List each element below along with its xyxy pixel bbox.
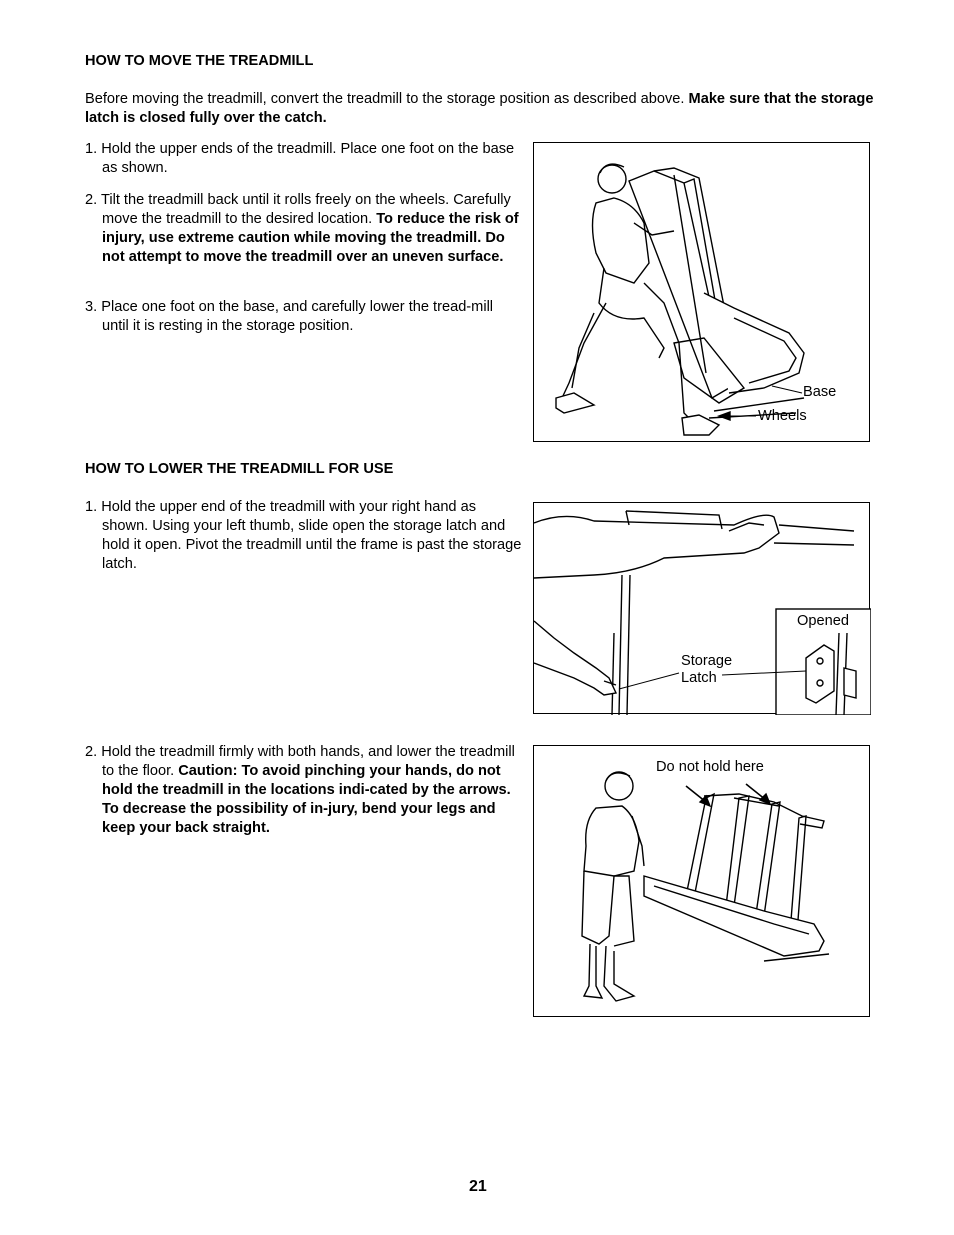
lower-step-1-text: 1. Hold the upper end of the treadmill with your right hand as shown. Using your left thumb, slide open the storage latch and hold it open. Pivot the treadmill until the frame is past the storage latch. (85, 499, 522, 572)
label-do-not-hold-here: Do not hold here (656, 759, 764, 775)
section-heading-move: HOW TO MOVE THE TREADMILL (85, 53, 314, 69)
lower-step-1 (85, 498, 522, 574)
lower-step-2-text: 2. Hold the treadmill firmly with both hands, and lower the treadmill to the floor. (85, 744, 515, 779)
lower-step-2 (85, 743, 522, 838)
move-step-2-text: 2. Tilt the treadmill back until it rolls freely on the wheels. Carefully move the treadmill to the desired location. (85, 192, 511, 227)
label-base: Base (803, 384, 837, 400)
move-step-1-text: 1. Hold the upper ends of the treadmill. Place one foot on the base as shown. (85, 141, 515, 176)
move-step-2-caution: To reduce the risk of injury, use extreme caution while moving the treadmill. Do not attempt to move the treadmill over an uneven surface. (102, 211, 519, 265)
intro-text: Before moving the treadmill, convert the treadmill to the storage position as described above. (85, 91, 689, 107)
move-step-1 (85, 140, 522, 178)
intro-bold-text: Make sure that the storage latch is closed fully over the catch. (85, 91, 874, 126)
label-wheels: Wheels (758, 408, 807, 424)
lowering-treadmill-illustration (534, 746, 871, 1018)
figure-lowering-treadmill (533, 745, 870, 1017)
section-heading-lower: HOW TO LOWER THE TREADMILL FOR USE (85, 461, 394, 477)
label-opened: Opened (797, 613, 849, 629)
lower-step-2-caution: Caution: To avoid pinching your hands, do not hold the treadmill in the locations indi-cated by the arrows. To decrease the possibility of in-jury, bend your legs and keep your back straight. (102, 763, 511, 836)
move-step-2 (85, 191, 522, 267)
page-number: 21 (469, 1178, 487, 1195)
figure-moving-treadmill (533, 142, 870, 442)
move-step-3-text: 3. Place one foot on the base, and carefully lower the tread-mill until it is resting in the storage position. (85, 299, 494, 334)
figure-storage-latch (533, 502, 870, 714)
move-step-3 (85, 298, 522, 336)
intro-paragraph (85, 90, 880, 128)
label-latch: Latch (681, 670, 717, 686)
label-storage: Storage (681, 653, 733, 669)
